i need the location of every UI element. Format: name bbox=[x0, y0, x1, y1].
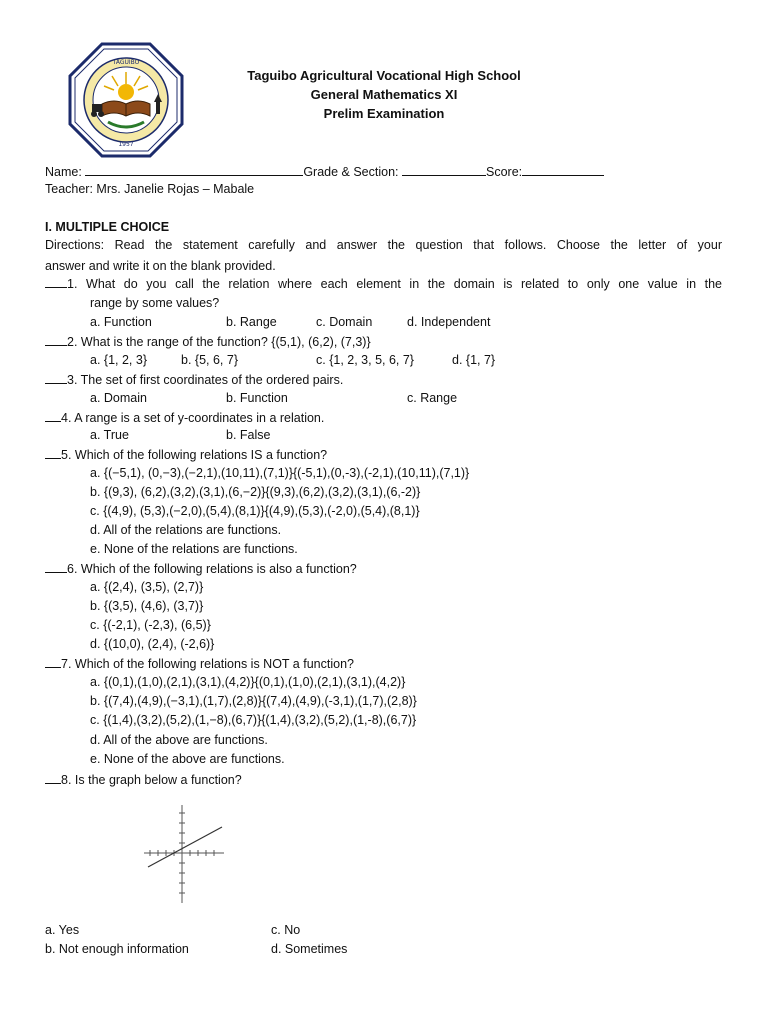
svg-text:1957: 1957 bbox=[118, 141, 134, 148]
name-blank[interactable] bbox=[85, 163, 303, 176]
q2-option-d: d. {1, 7} bbox=[452, 353, 496, 367]
answer-blank-4[interactable] bbox=[45, 409, 61, 422]
q5-option-b: b. {(9,3), (6,2),(3,2),(3,1),(6,−2)}{(9,3),(6,2),(3,2),(3,1),(6,-2)} bbox=[90, 485, 421, 499]
score-label: Score: bbox=[486, 165, 523, 179]
question-4-text: 4. A range is a set of y-coordinates in a relation. bbox=[61, 411, 325, 425]
question-3-text: 3. The set of first coordinates of the ordered pairs. bbox=[67, 373, 344, 387]
grade-section-blank[interactable] bbox=[402, 163, 486, 176]
question-1 bbox=[45, 275, 722, 294]
question-7 bbox=[45, 655, 722, 673]
q8-option-d: d. Sometimes bbox=[271, 942, 348, 956]
answer-blank-1[interactable] bbox=[45, 275, 67, 288]
q4-option-b: b. False bbox=[226, 428, 271, 442]
subject-title: General Mathematics XI bbox=[310, 87, 458, 102]
q6-option-d: d. {(10,0), (2,4), (-2,6)} bbox=[90, 637, 215, 651]
q7-option-c: c. {(1,4),(3,2),(5,2),(1,−8),(6,7)}{(1,4),(3,2),(5,2),(1,-8),(6,7)} bbox=[90, 713, 417, 727]
q1-option-d: d. Independent bbox=[407, 315, 491, 329]
question-2-text: 2. What is the range of the function? {(5,1), (6,2), (7,3)} bbox=[67, 335, 371, 349]
q3-option-c: c. Range bbox=[407, 391, 458, 405]
school-name: Taguibo Agricultural Vocational High School bbox=[247, 68, 521, 83]
question-4 bbox=[45, 409, 722, 427]
q5-option-a: a. {(−5,1), (0,−3),(−2,1),(10,11),(7,1)}{(-5,1),(0,-3),(-2,1),(10,11),(7,1)} bbox=[90, 466, 470, 480]
q7-option-e: e. None of the above are functions. bbox=[90, 752, 285, 766]
question-6-text: 6. Which of the following relations is also a function? bbox=[67, 562, 357, 576]
q3-option-a: a. Domain bbox=[90, 391, 147, 405]
question-2 bbox=[45, 333, 722, 351]
answer-blank-8[interactable] bbox=[45, 771, 61, 784]
answer-blank-3[interactable] bbox=[45, 371, 67, 384]
question-5-text: 5. Which of the following relations IS a function? bbox=[61, 448, 328, 462]
q8-option-b: b. Not enough information bbox=[45, 942, 189, 956]
directions-line-2: answer and write it on the blank provided. bbox=[45, 259, 276, 273]
q7-option-d: d. All of the above are functions. bbox=[90, 733, 268, 747]
q7-option-a: a. {(0,1),(1,0),(2,1),(3,1),(4,2)}{(0,1),(1,0),(2,1),(3,1),(4,2)} bbox=[90, 675, 406, 689]
q2-option-c: c. {1, 2, 3, 5, 6, 7} bbox=[316, 353, 414, 367]
directions-line-1: Directions: Read the statement carefully and answer the question that follows. Choose the letter of your bbox=[45, 238, 722, 252]
student-info-line bbox=[45, 163, 722, 181]
answer-blank-6[interactable] bbox=[45, 560, 67, 573]
question-1-text: 1. What do you call the relation where each element in the domain is related to only one value in the bbox=[67, 277, 722, 291]
svg-text:TAGUIBO: TAGUIBO bbox=[112, 59, 140, 66]
answer-blank-7[interactable] bbox=[45, 655, 61, 668]
q6-option-a: a. {(2,4), (3,5), (2,7)} bbox=[90, 580, 204, 594]
q8-option-a: a. Yes bbox=[45, 923, 80, 937]
line-graph-figure bbox=[142, 803, 226, 907]
answer-blank-5[interactable] bbox=[45, 446, 61, 459]
exam-title: Prelim Examination bbox=[323, 106, 445, 121]
question-8-text: 8. Is the graph below a function? bbox=[61, 773, 242, 787]
question-1-text-cont: range by some values? bbox=[90, 296, 220, 310]
section-title: I. MULTIPLE CHOICE bbox=[45, 220, 170, 234]
grade-section-label: Grade & Section: bbox=[303, 165, 399, 179]
question-3 bbox=[45, 371, 722, 389]
q3-option-b: b. Function bbox=[226, 391, 288, 405]
q7-option-b: b. {(7,4),(4,9),(−3,1),(1,7),(2,8)}{(7,4),(4,9),(-3,1),(1,7),(2,8)} bbox=[90, 694, 417, 708]
q1-option-c: c. Domain bbox=[316, 315, 373, 329]
question-6 bbox=[45, 560, 722, 578]
answer-blank-2[interactable] bbox=[45, 333, 67, 346]
q5-option-e: e. None of the relations are functions. bbox=[90, 542, 298, 556]
q4-option-a: a. True bbox=[90, 428, 129, 442]
question-8 bbox=[45, 771, 722, 789]
q8-option-c: c. No bbox=[271, 923, 301, 937]
q1-option-a: a. Function bbox=[90, 315, 152, 329]
q6-option-c: c. {(-2,1), (-2,3), (6,5)} bbox=[90, 618, 211, 632]
q2-option-a: a. {1, 2, 3} bbox=[90, 353, 147, 367]
q1-option-b: b. Range bbox=[226, 315, 277, 329]
q2-option-b: b. {5, 6, 7} bbox=[181, 353, 238, 367]
q5-option-d: d. All of the relations are functions. bbox=[90, 523, 282, 537]
q5-option-c: c. {(4,9), (5,3),(−2,0),(5,4),(8,1)}{(4,9),(5,3),(-2,0),(5,4),(8,1)} bbox=[90, 504, 420, 518]
q6-option-b: b. {(3,5), (4,6), (3,7)} bbox=[90, 599, 204, 613]
question-5 bbox=[45, 446, 722, 464]
name-label: Name: bbox=[45, 165, 82, 179]
score-blank[interactable] bbox=[522, 163, 604, 176]
question-7-text: 7. Which of the following relations is NOT a function? bbox=[61, 657, 354, 671]
teacher-line: Teacher: Mrs. Janelie Rojas – Mabale bbox=[45, 182, 255, 196]
